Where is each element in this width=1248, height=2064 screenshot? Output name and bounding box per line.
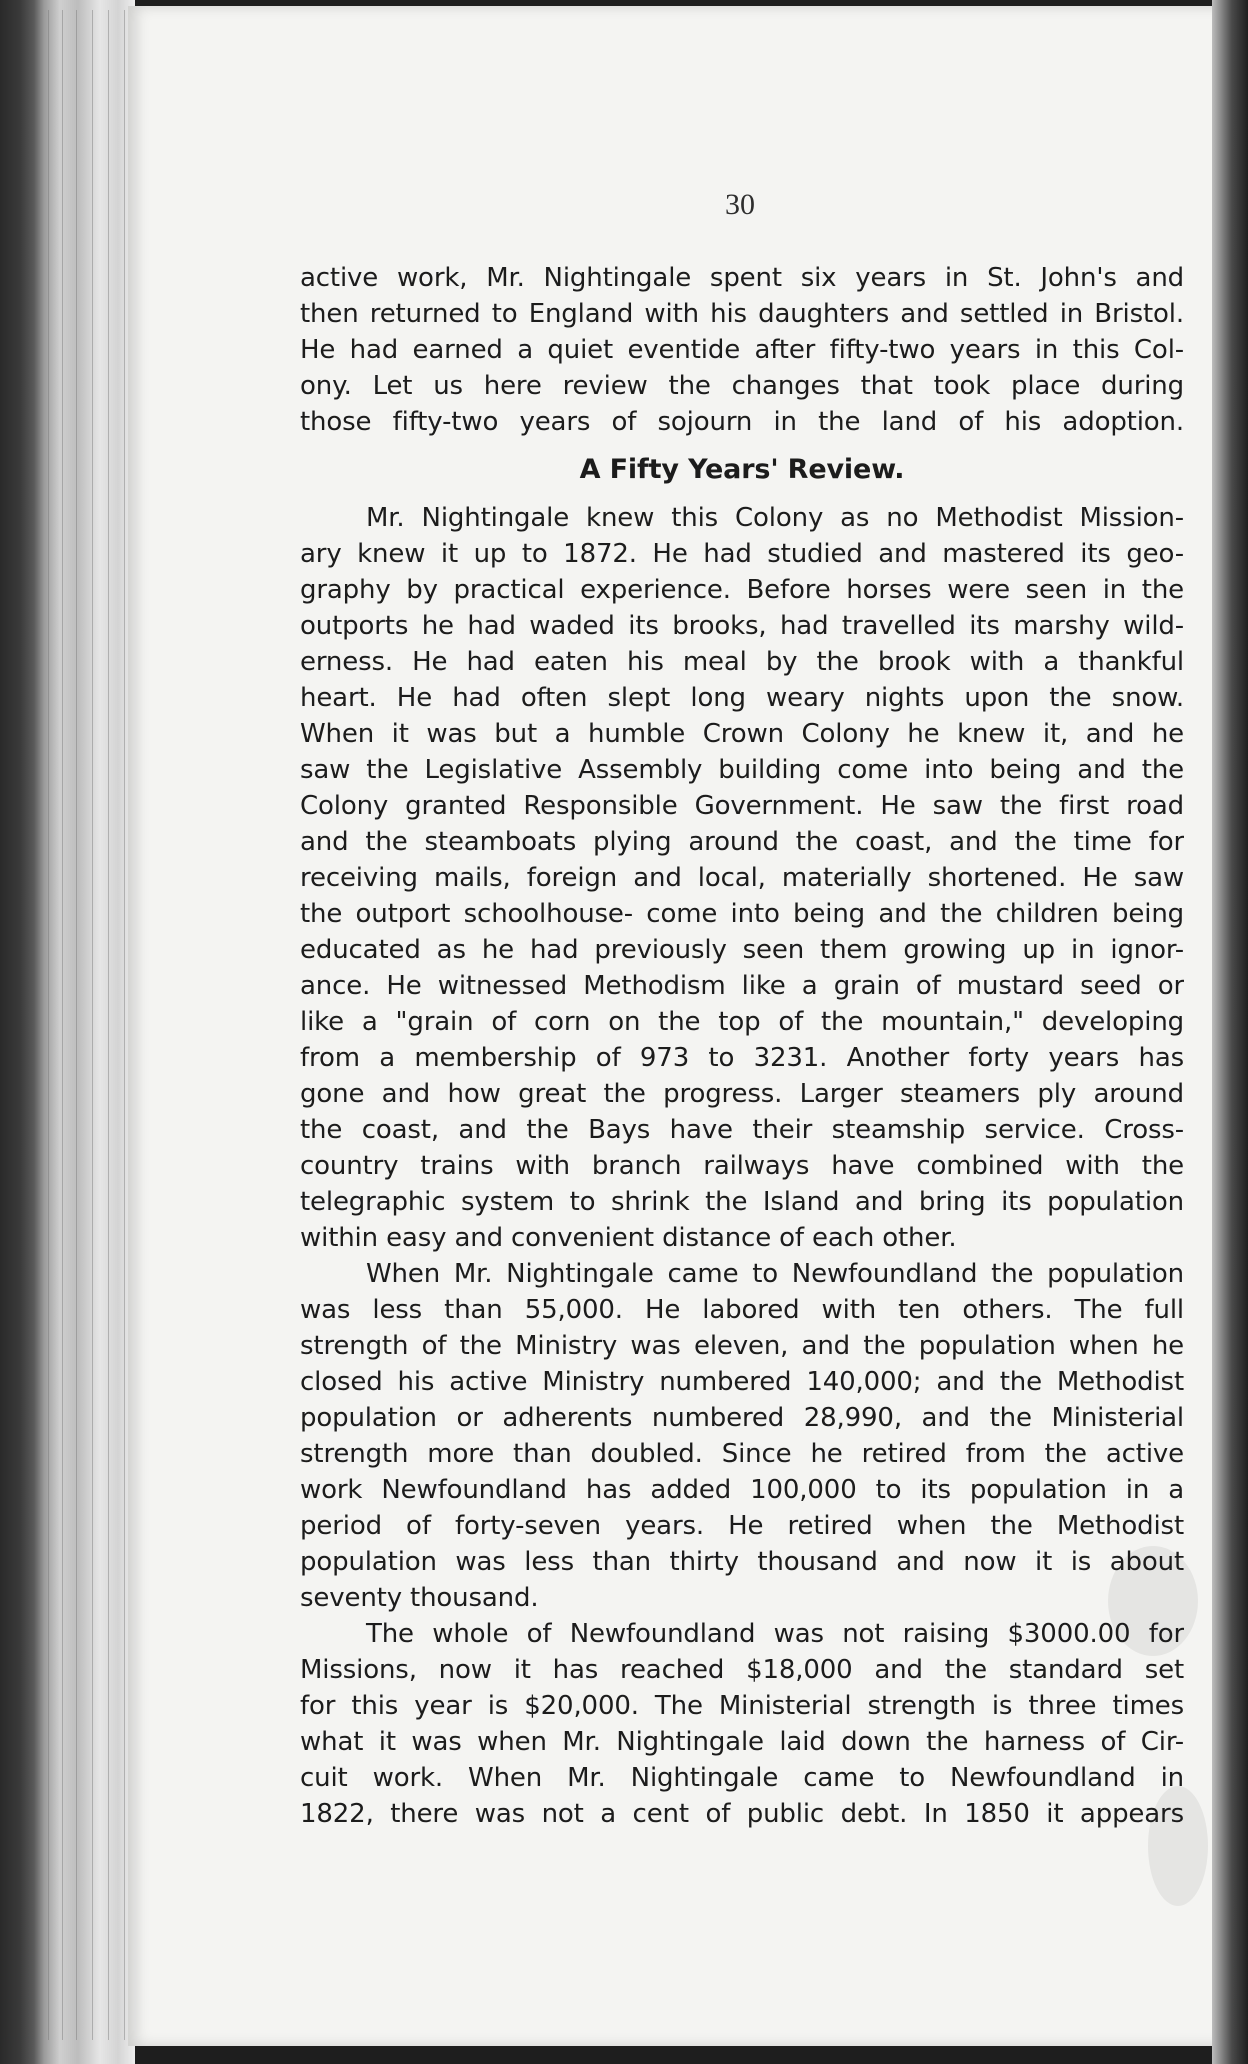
text-line: seventy thousand.: [300, 1583, 539, 1613]
text-line: within easy and convenient distance of each other.: [300, 1223, 957, 1253]
page-edge-line: [108, 10, 109, 2040]
text-line: outports he had waded its brooks, had travelled its marshy wild-: [300, 611, 1184, 641]
text-line: receiving mails, foreign and local, materially shortened. He saw: [300, 863, 1184, 893]
paragraph-intro: [300, 260, 1184, 440]
page-edge-line: [48, 10, 49, 2040]
text-line: from a membership of 973 to 3231. Another forty years has: [300, 1043, 1184, 1073]
text-line: The whole of Newfoundland was not raising $3000.00 for: [366, 1619, 1184, 1649]
text-line: population or adherents numbered 28,990, and the Ministerial: [300, 1403, 1184, 1433]
text-line: strength more than doubled. Since he retired from the active: [300, 1439, 1184, 1469]
text-line: and the steamboats plying around the coast, and the time for: [300, 827, 1184, 857]
text-line: the outport schoolhouse- come into being and the children being: [300, 899, 1184, 929]
book-page-edges: [0, 0, 135, 2064]
text-line: active work, Mr. Nightingale spent six years in St. John's and: [300, 263, 1184, 293]
text-line: When Mr. Nightingale came to Newfoundland the population: [366, 1259, 1184, 1289]
text-line: Colony granted Responsible Government. He saw the first road: [300, 791, 1184, 821]
text-line: When it was but a humble Crown Colony he knew it, and he: [300, 719, 1184, 749]
text-line: was less than 55,000. He labored with ten others. The full: [300, 1295, 1184, 1325]
text-line: then returned to England with his daughters and settled in Bristol.: [300, 299, 1184, 329]
page-edge-line: [124, 10, 125, 2040]
text-line: telegraphic system to shrink the Island and bring its population: [300, 1187, 1184, 1217]
text-line: cuit work. When Mr. Nightingale came to Newfoundland in: [300, 1763, 1184, 1793]
text-line: He had earned a quiet eventide after fifty-two years in this Col-: [300, 335, 1184, 365]
page-gutter-shadow: [1212, 0, 1248, 2064]
page-edge-line: [92, 10, 93, 2040]
text-line: those fifty-two years of sojourn in the land of his adoption.: [300, 407, 1184, 437]
text-line: erness. He had eaten his meal by the brook with a thankful: [300, 647, 1184, 677]
text-line: population was less than thirty thousand and now it is about: [300, 1547, 1184, 1577]
text-line: what it was when Mr. Nightingale laid down the harness of Cir-: [300, 1727, 1184, 1757]
page-number: 30: [725, 188, 755, 221]
text-line: Mr. Nightingale knew this Colony as no Methodist Mission-: [366, 503, 1184, 533]
text-line: Missions, now it has reached $18,000 and the standard set: [300, 1655, 1184, 1685]
text-line: like a "grain of corn on the top of the mountain," developing: [300, 1007, 1184, 1037]
paragraph-population: [300, 1256, 1184, 1616]
text-line: the coast, and the Bays have their steamship service. Cross-: [300, 1115, 1184, 1145]
text-line: saw the Legislative Assembly building come into being and the: [300, 755, 1184, 785]
text-line: work Newfoundland has added 100,000 to its population in a: [300, 1475, 1184, 1505]
text-line: period of forty-seven years. He retired when the Methodist: [300, 1511, 1184, 1541]
page-edge-line: [62, 10, 63, 2040]
paragraph-review: [300, 500, 1184, 1256]
page-edge-line: [76, 10, 77, 2040]
text-line: 1822, there was not a cent of public debt. In 1850 it appears: [300, 1799, 1184, 1829]
body-text: [300, 260, 1184, 1832]
text-line: strength of the Ministry was eleven, and the population when he: [300, 1331, 1184, 1361]
text-line: country trains with branch railways have combined with the: [300, 1151, 1184, 1181]
text-line: ary knew it up to 1872. He had studied and mastered its geo-: [300, 539, 1184, 569]
paragraph-missions: [300, 1616, 1184, 1832]
text-line: educated as he had previously seen them growing up in ignor-: [300, 935, 1184, 965]
text-line: for this year is $20,000. The Ministerial strength is three times: [300, 1691, 1184, 1721]
text-line: closed his active Ministry numbered 140,000; and the Methodist: [300, 1367, 1184, 1397]
text-line: heart. He had often slept long weary nights upon the snow.: [300, 683, 1184, 713]
text-line: graphy by practical experience. Before horses were seen in the: [300, 575, 1184, 605]
text-line: ony. Let us here review the changes that took place during: [300, 371, 1184, 401]
text-line: gone and how great the progress. Larger steamers ply around: [300, 1079, 1184, 1109]
text-line: ance. He witnessed Methodism like a grain of mustard seed or: [300, 971, 1184, 1001]
section-heading: A Fifty Years' Review.: [579, 454, 905, 485]
